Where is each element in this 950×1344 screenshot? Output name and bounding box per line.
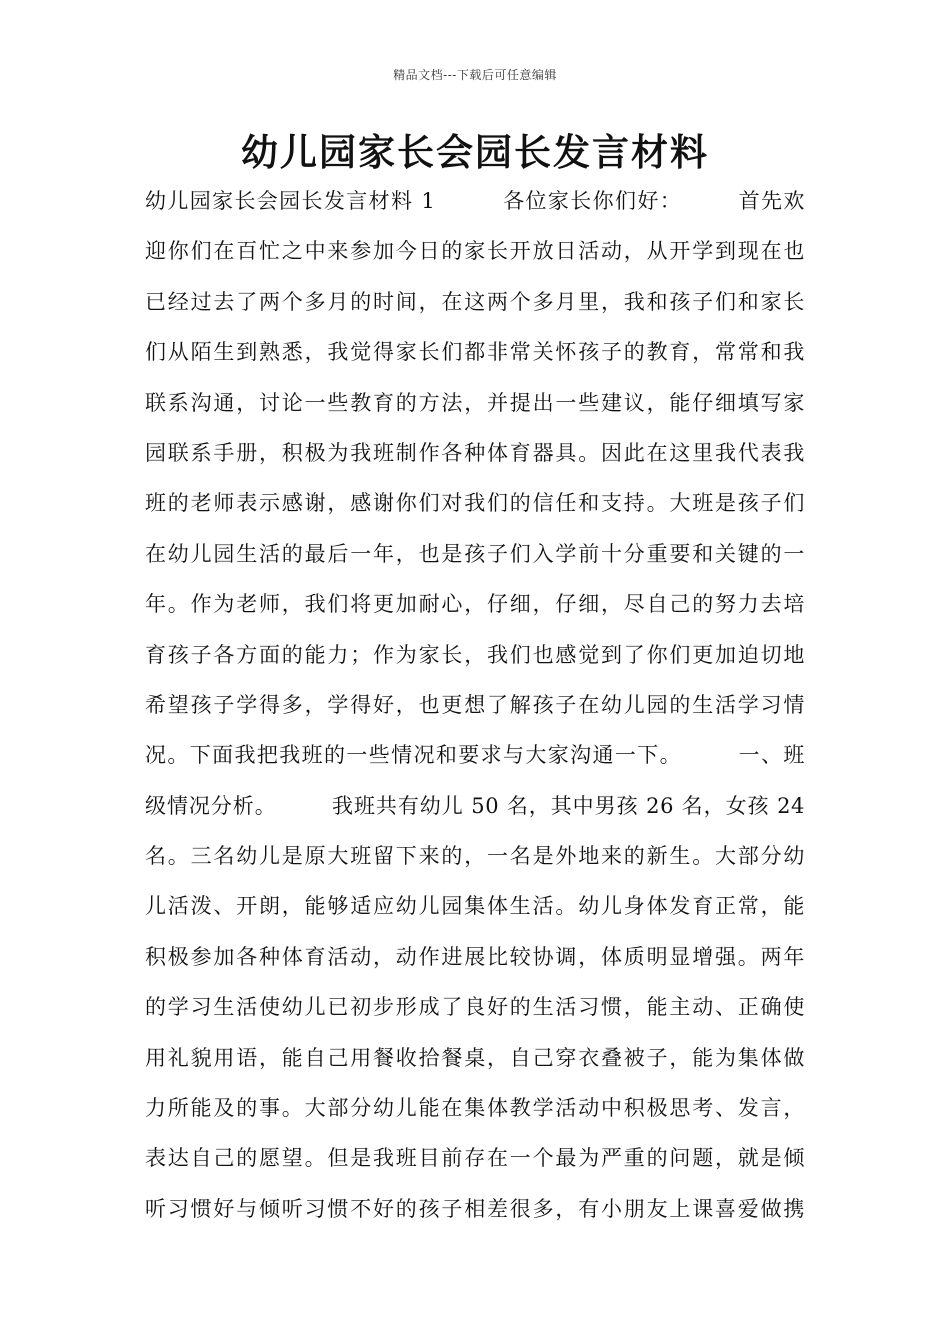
body-line: 况。下面我把我班的一些情况和要求与大家沟通一下。 一、班 xyxy=(145,743,805,768)
document-title: 幼儿园家长会园长发言材料 xyxy=(241,131,709,174)
body-line: 儿活泼、开朗，能够适应幼儿园集体生活。幼儿身体发育正常，能 xyxy=(145,894,805,919)
body-line: 已经过去了两个多月的时间，在这两个多月里，我和孩子们和家长 xyxy=(145,289,805,314)
body-line: 表达自己的愿望。但是我班目前存在一个最为严重的问题，就是倾 xyxy=(145,1146,805,1171)
header-note: 精品文档---下载后可任意编辑 xyxy=(393,68,557,82)
body-line: 名。三名幼儿是原大班留下来的，一名是外地来的新生。大部分幼 xyxy=(145,844,805,869)
body-line: 力所能及的事。大部分幼儿能在集体教学活动中积极思考、发言， xyxy=(145,1096,805,1121)
body-text xyxy=(145,176,805,1234)
body-line: 育孩子各方面的能力；作为家长，我们也感觉到了你们更加迫切地 xyxy=(145,642,805,667)
body-line: 的学习生活使幼儿已初步形成了良好的生活习惯，能主动、正确使 xyxy=(145,995,805,1020)
body-line: 听习惯好与倾听习惯不好的孩子相差很多，有小朋友上课喜爱做携 xyxy=(145,1196,805,1221)
body-line: 积极参加各种体育活动，动作进展比较协调，体质明显增强。两年 xyxy=(145,944,805,969)
body-line: 用礼貌用语，能自己用餐收拾餐桌，自己穿衣叠被子，能为集体做 xyxy=(145,1045,805,1070)
body-line: 幼儿园家长会园长发言材料 1 各位家长你们好： 首先欢 xyxy=(145,189,805,213)
body-line: 班的老师表示感谢，感谢你们对我们的信任和支持。大班是孩子们 xyxy=(145,491,805,516)
body-line: 在幼儿园生活的最后一年，也是孩子们入学前十分重要和关键的一 xyxy=(145,541,805,566)
body-line: 园联系手册，积极为我班制作各种体育器具。因此在这里我代表我 xyxy=(145,440,805,465)
body-line: 希望孩子学得多，学得好，也更想了解孩子在幼儿园的生活学习情 xyxy=(145,692,805,717)
body-line: 联系沟通，讨论一些教育的方法，并提出一些建议，能仔细填写家 xyxy=(145,390,805,415)
body-line: 年。作为老师，我们将更加耐心，仔细，仔细，尽自己的努力去培 xyxy=(145,592,805,617)
body-line: 级情况分析。 我班共有幼儿 50 名，其中男孩 26 名，女孩 24 xyxy=(145,793,805,818)
body-line: 迎你们在百忙之中来参加今日的家长开放日活动，从开学到现在也 xyxy=(145,239,805,264)
body-line: 们从陌生到熟悉，我觉得家长们都非常关怀孩子的教育，常常和我 xyxy=(145,340,805,365)
